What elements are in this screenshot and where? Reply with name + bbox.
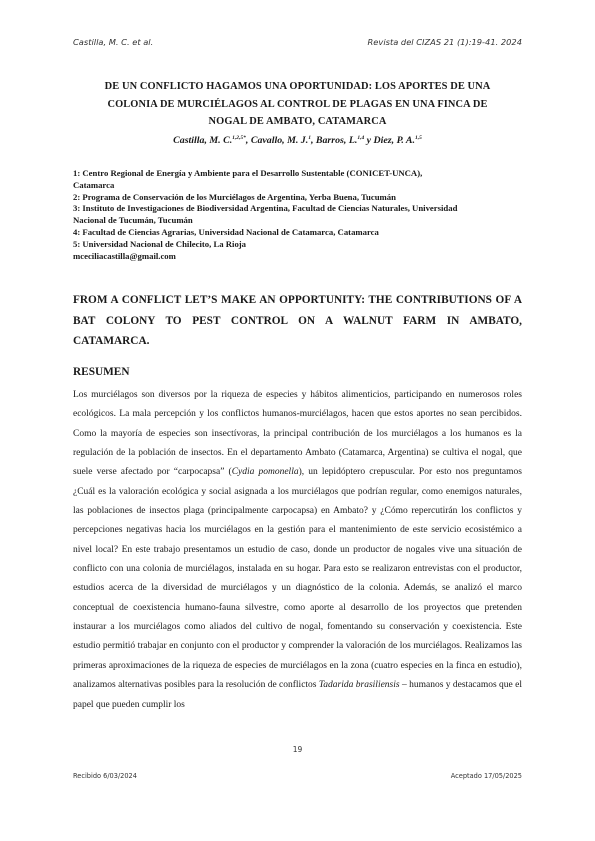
author-name: Diez, P. A.	[373, 135, 415, 146]
title-line: DE UN CONFLICTO HAGAMOS UNA OPORTUNIDAD: LOS APORTES DE UNA	[104, 81, 491, 92]
running-header-authors: Castilla, M. C. et al.	[73, 37, 154, 47]
received-date: Recibido 6/03/2024	[73, 772, 137, 780]
author-name: Barros, L.	[315, 135, 358, 146]
affiliation-line: Nacional de Tucumán, Tucumán	[73, 215, 193, 226]
author-affiliation-marker: 1,4	[357, 135, 365, 141]
page-number: 19	[292, 745, 303, 754]
abstract-text: Los murciélagos son diversos por la riqueza de especies y hábitos alimenticios, participando en numerosos roles ecológicos. La mala percepción y los conflictos humanos-murciélagos, hacen que estos aportes no sean percibidos. Como la mayoría de especies son insectívoras, la principal contribución de los murciélagos a los humanos es la regulación de la población de insectos. En el departamento Ambato (Catamarca, Argentina) se cultiva el nogal, que suele verse afectado por “carpocapsa” (	[73, 390, 522, 478]
affiliation-line: 4: Facultad de Ciencias Agrarias, Universidad Nacional de Catamarca, Catamarca	[73, 226, 379, 237]
abstract-text: ), un lepidóptero crepuscular. Por esto nos preguntamos ¿Cuál es la valoración ecológica y social asignada a los murciélagos que podrían regular, como enemigos naturales, las poblaciones de insectos plaga (principalmente carpocapsa) en Ambato? y ¿Cómo repercutirán los conflictos y percepciones negativas hacia los murciélagos en la gestión para el mantenimiento de este servicio ecosistémico a nivel local? En este trabajo presentamos un estudio de caso, donde un productor de nogales vive una situación de conflicto con una colonia de murciélagos, instalada en su hogar. Para esto se realizaron entrevistas con el productor, estudios acerca de la diversidad de murciélagos y un diagnóstico de la colonia. Además, se analizó el marco conceptual de coexistencia humano-fauna silvestre, como aporte al desarrollo de los proyectos que pretenden instaurar a los murciélagos como aliados del cultivo de nogal, fomentando su conservación y coexistencia. Este estudio permitió trabajar en conjunto con el productor y comprender la valoración de los murciélagos. Realizamos las primeras aproximaciones de la riqueza de especies de murciélagos en la zona (cuatro especies en la finca en estudio), analizamos alternativas posibles para la resolución de conflictos	[73, 467, 522, 691]
author-affiliation-marker: 1	[308, 135, 311, 141]
abstract-text: – humanos y destacamos que el papel que pueden cumplir los	[73, 680, 523, 710]
affiliation-line: 5: Universidad Nacional de Chilecito, La Rioja	[73, 238, 247, 249]
title-line: NOGAL DE AMBATO, CATAMARCA	[208, 116, 387, 127]
running-header-journal: Revista del CIZAS 21 (1):19-41. 2024	[367, 37, 522, 47]
accepted-date: Aceptado 17/05/2025	[450, 772, 522, 780]
author-separator: ,	[310, 135, 316, 146]
species-name: Tadarida brasiliensis	[318, 680, 400, 691]
affiliation-line: 3: Instituto de Investigaciones de Biodiversidad Argentina, Facultad de Ciencias Naturales, Universidad	[73, 203, 458, 214]
title-line: COLONIA DE MURCIÉLAGOS AL CONTROL DE PLAGAS EN UNA FINCA DE	[107, 98, 488, 110]
author-name: Castilla, M. C.	[173, 135, 233, 146]
author-separator: ,	[245, 135, 251, 146]
article-title	[70, 78, 525, 131]
author-list	[73, 135, 522, 146]
author-name: Cavallo, M. J.	[250, 135, 309, 146]
resumen-heading: RESUMEN	[73, 366, 130, 378]
affiliation-line: 2: Programa de Conservación de los Murciélagos de Argentina, Yerba Buena, Tucumán	[73, 191, 396, 202]
affiliation-line: 1: Centro Regional de Energía y Ambiente para el Desarrollo Sustentable (CONICET-UNCA),	[73, 168, 423, 178]
affiliations	[73, 168, 522, 262]
species-name: Cydia pomonella	[231, 467, 299, 478]
contact-email: mceciliacastilla@gmail.com	[73, 250, 176, 261]
author-affiliation-marker: 1,5	[414, 135, 422, 141]
abstract-body	[73, 386, 522, 715]
english-title: FROM A CONFLICT LET’S MAKE AN OPPORTUNITY: THE CONTRIBUTIONS OF A BAT COLONY TO PEST CONTROL ON A WALNUT FARM IN AMBATO, CATAMARCA.	[73, 294, 522, 347]
author-separator: y	[364, 135, 374, 146]
affiliation-line: Catamarca	[73, 179, 115, 190]
author-affiliation-marker: 1,2,5*	[232, 135, 246, 141]
